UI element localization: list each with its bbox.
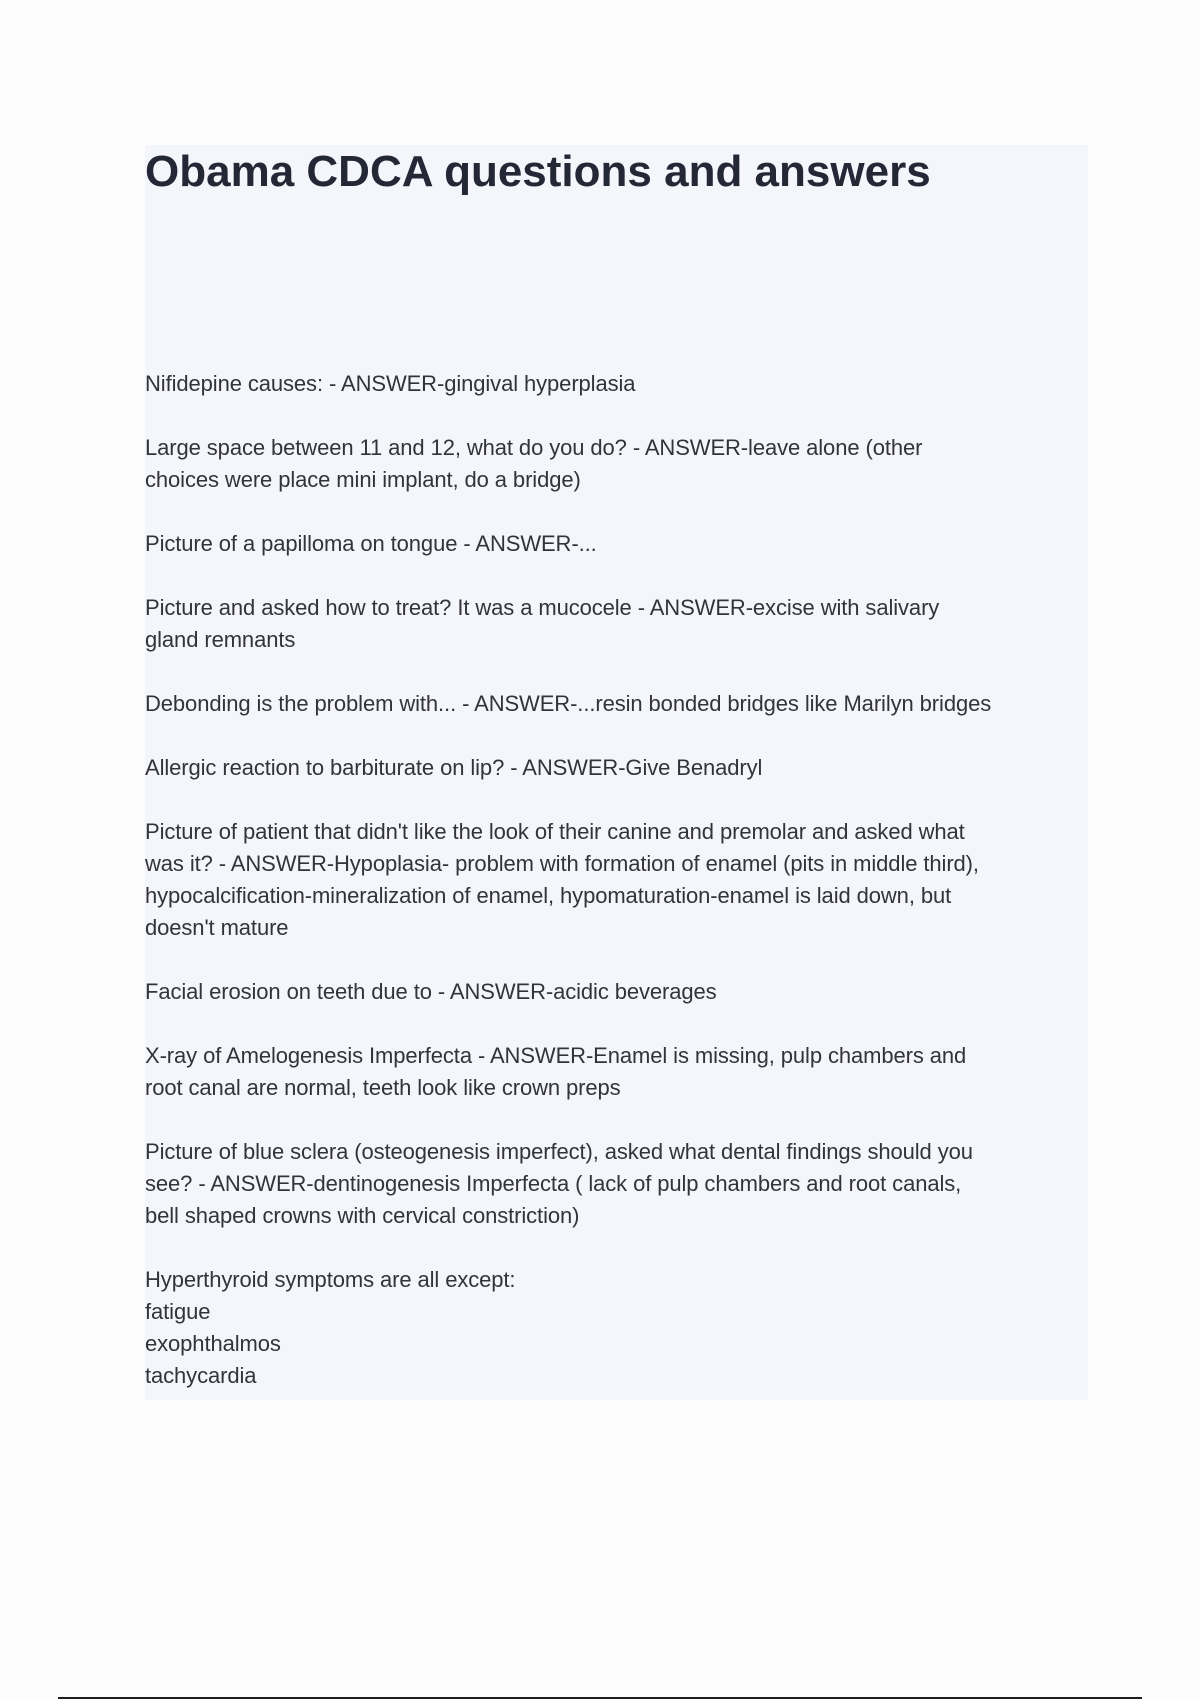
qa-line: see? - ANSWER-dentinogenesis Imperfecta ( lack of pulp chambers and root canals, [145, 1171, 962, 1196]
qa-line: tachycardia [145, 1363, 257, 1388]
qa-item [145, 1264, 1095, 1392]
qa-line: gland remnants [145, 627, 296, 652]
footer-divider [58, 1697, 1142, 1699]
qa-item [145, 1136, 1095, 1232]
qa-line: was it? - ANSWER-Hypoplasia- problem with formation of enamel (pits in middle third), [145, 851, 979, 876]
document-title: Obama CDCA questions and answers [145, 147, 931, 196]
qa-line: bell shaped crowns with cervical constriction) [145, 1203, 580, 1228]
qa-item [145, 432, 1095, 496]
qa-line: exophthalmos [145, 1331, 281, 1356]
qa-item [145, 816, 1095, 944]
qa-list [145, 368, 1095, 1424]
qa-line: Facial erosion on teeth due to - ANSWER-acidic beverages [145, 979, 717, 1004]
qa-item [145, 752, 1095, 784]
qa-line: Nifidepine causes: - ANSWER-gingival hyperplasia [145, 371, 636, 396]
qa-line: Hyperthyroid symptoms are all except: [145, 1267, 516, 1292]
qa-item [145, 528, 1095, 560]
qa-line: X-ray of Amelogenesis Imperfecta - ANSWER-Enamel is missing, pulp chambers and [145, 1043, 967, 1068]
qa-line: Debonding is the problem with... - ANSWER-...resin bonded bridges like Marilyn bridges [145, 691, 992, 716]
qa-line: Picture of blue sclera (osteogenesis imperfect), asked what dental findings should you [145, 1139, 973, 1164]
qa-line: doesn't mature [145, 915, 289, 940]
qa-item [145, 688, 1095, 720]
qa-line: fatigue [145, 1299, 211, 1324]
qa-line: Picture and asked how to treat? It was a mucocele - ANSWER-excise with salivary [145, 595, 940, 620]
qa-line: Allergic reaction to barbiturate on lip? - ANSWER-Give Benadryl [145, 755, 763, 780]
qa-item [145, 592, 1095, 656]
qa-line: hypocalcification-mineralization of enamel, hypomaturation-enamel is laid down, but [145, 883, 952, 908]
qa-item [145, 368, 1095, 400]
qa-line: choices were place mini implant, do a bridge) [145, 467, 581, 492]
qa-line: Picture of patient that didn't like the look of their canine and premolar and asked what [145, 819, 965, 844]
qa-line: Large space between 11 and 12, what do you do? - ANSWER-leave alone (other [145, 435, 923, 460]
qa-item [145, 1040, 1095, 1104]
qa-item [145, 976, 1095, 1008]
qa-line: Picture of a papilloma on tongue - ANSWER-... [145, 531, 597, 556]
qa-line: root canal are normal, teeth look like crown preps [145, 1075, 621, 1100]
